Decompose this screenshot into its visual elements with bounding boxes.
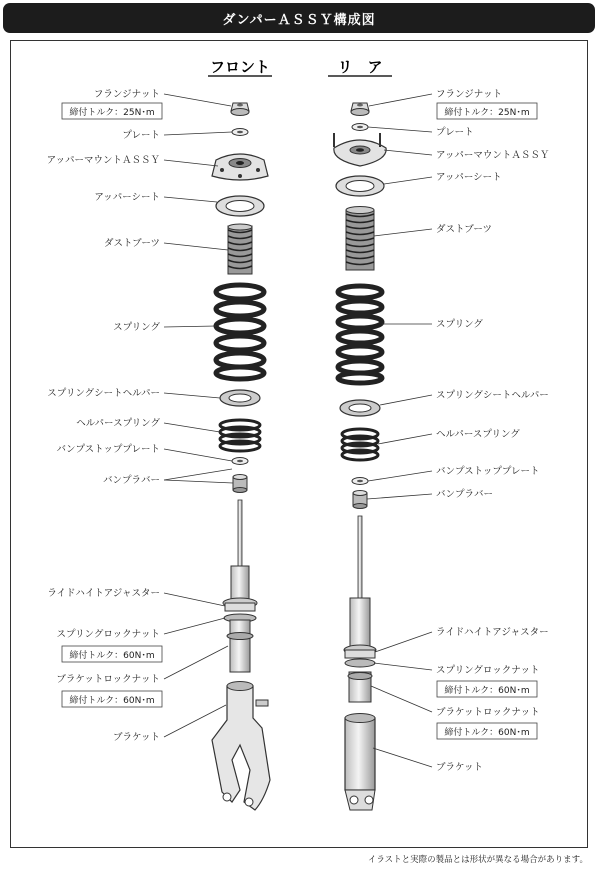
rear-plate	[352, 124, 368, 131]
front-bump-stop-plate	[232, 458, 248, 465]
rear-label-flange-nut-torque: 締付トルク：25N･m	[444, 108, 530, 118]
front-helper-spring	[220, 420, 260, 451]
rear-label-spring-lock-nut: スプリングロックナット	[436, 665, 540, 676]
rear-label-bracket-lock-nut-torque: 締付トルク：60N･m	[444, 728, 530, 738]
front-label-bump-rubber: バンプラバー	[102, 475, 160, 486]
front-flange-nut	[231, 103, 249, 116]
front-label-plate: プレート	[122, 130, 160, 141]
front-label-flange-nut-torque: 締付トルク：25N･m	[69, 108, 155, 118]
rear-label-spring-seat-helper: スプリングシートヘルパー	[436, 390, 549, 401]
front-label-spring-lock-nut-torque: 締付トルク：60N･m	[69, 651, 155, 661]
front-label-bracket-lock-nut-torque: 締付トルク：60N･m	[69, 696, 155, 706]
footnote: イラストと実際の製品とは形状が異なる場合があります。	[367, 855, 588, 865]
front-label-bracket: ブラケット	[112, 732, 160, 743]
rear-flange-nut	[351, 103, 369, 116]
rear-spring-seat-helper	[340, 400, 380, 416]
rear-dust-boot	[346, 207, 374, 271]
rear-label-bump-stop-plate: バンプストッププレート	[436, 466, 540, 477]
front-label-bump-stop-plate: バンプストッププレート	[56, 444, 160, 455]
rear-label-upper-seat: アッパーシート	[436, 172, 502, 183]
front-plate	[232, 129, 248, 136]
front-label-bracket-lock-nut: ブラケットロックナット	[56, 674, 160, 685]
front-upper-seat	[216, 196, 264, 216]
rear-label-dust-boot: ダストブーツ	[436, 224, 493, 235]
front-bump-rubber	[233, 475, 247, 493]
rear-bump-rubber	[353, 491, 367, 509]
front-bracket	[212, 682, 270, 811]
front-label-ride-height-adjuster: ライドハイトアジャスター	[47, 588, 160, 599]
rear-bump-stop-plate	[352, 478, 368, 485]
front-label-spring-seat-helper: スプリングシートヘルパー	[47, 388, 160, 399]
front-upper-mount	[212, 154, 268, 180]
rear-label-bracket-lock-nut: ブラケットロックナット	[436, 707, 540, 718]
front-spring	[216, 285, 264, 379]
rear-label-ride-height-adjuster: ライドハイトアジャスター	[436, 627, 549, 638]
rear-label-bump-rubber: バンプラバー	[436, 489, 494, 500]
rear-helper-spring	[342, 429, 378, 460]
front-label-helper-spring: ヘルパースプリング	[76, 418, 160, 429]
rear-label-upper-mount: アッパーマウントＡＳＳＹ	[436, 150, 550, 161]
front-spring-seat-helper	[220, 390, 260, 406]
rear-bracket	[345, 714, 375, 811]
rear-spring	[338, 286, 382, 383]
front-label-upper-mount: アッパーマウントＡＳＳＹ	[46, 155, 160, 166]
rear-label-spring: スプリング	[436, 319, 483, 330]
page-title: ダンパーＡＳＳＹ構成図	[3, 3, 595, 33]
rear-label-spring-lock-nut-torque: 締付トルク：60N･m	[444, 686, 530, 696]
front-label-spring-lock-nut: スプリングロックナット	[56, 629, 160, 640]
rear-label-flange-nut: フランジナット	[436, 89, 503, 100]
front-label-spring: スプリング	[113, 322, 160, 333]
front-leader-lines	[164, 94, 233, 737]
rear-damper-body	[344, 516, 376, 702]
front-heading: フロント	[209, 58, 271, 76]
rear-label-helper-spring: ヘルパースプリング	[436, 429, 520, 440]
rear-heading: リ ア	[337, 58, 383, 76]
front-label-dust-boot: ダストブーツ	[103, 238, 160, 249]
rear-upper-seat	[336, 176, 384, 196]
rear-upper-mount	[334, 133, 386, 166]
rear-label-bracket: ブラケット	[436, 762, 484, 773]
rear-label-plate: プレート	[436, 127, 474, 138]
front-label-flange-nut: フランジナット	[93, 89, 160, 100]
front-label-upper-seat: アッパーシート	[94, 192, 160, 203]
front-dust-boot	[228, 224, 252, 274]
